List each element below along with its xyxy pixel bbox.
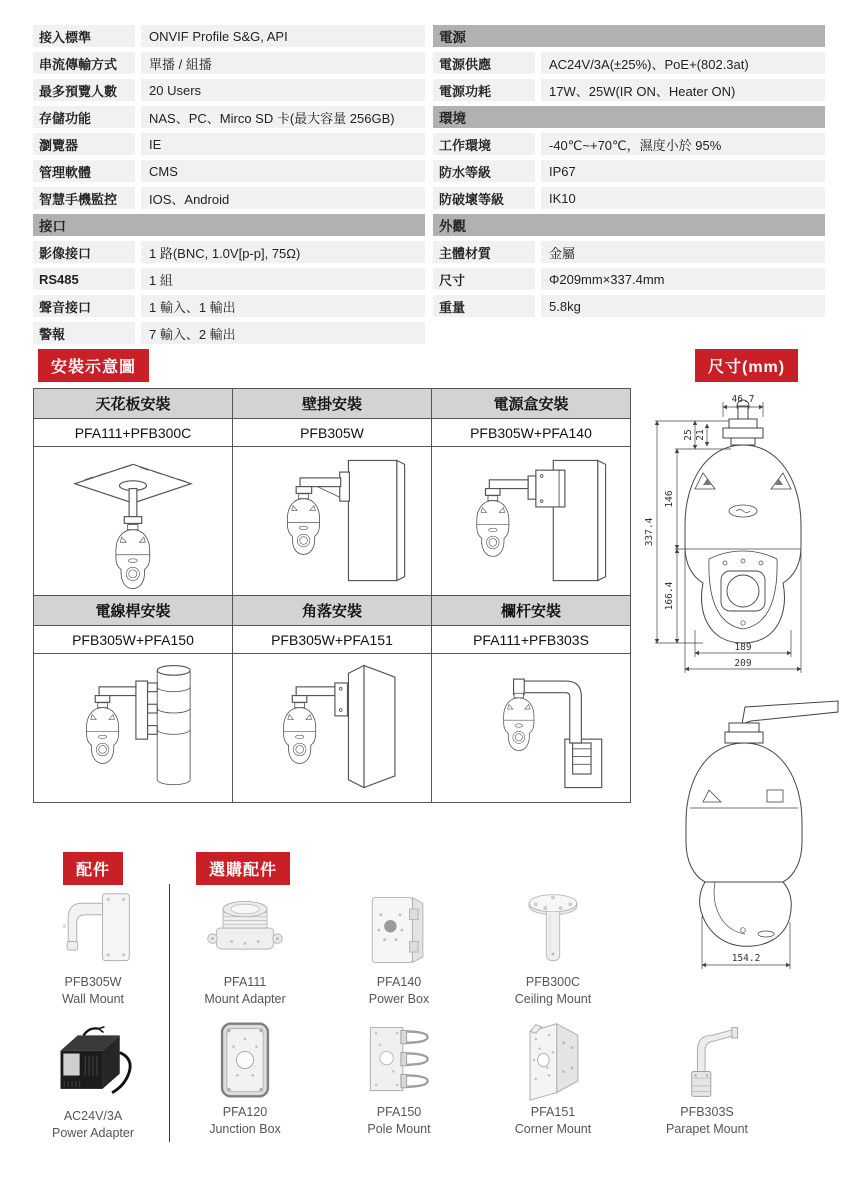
accessory-item	[180, 888, 310, 1008]
accessory-model: PFA151	[530, 1105, 576, 1119]
spec-row	[33, 295, 425, 317]
spec-row	[433, 79, 825, 101]
spec-label: 防破壞等級	[433, 187, 535, 209]
spec-label: 電源	[433, 25, 825, 47]
dim-upper-height: 146	[664, 490, 675, 508]
spec-row	[433, 187, 825, 209]
spec-label: 尺寸	[433, 268, 535, 290]
accessory-name: Wall Mount	[61, 991, 125, 1006]
install-sketch	[240, 657, 424, 799]
spec-row	[33, 160, 425, 182]
accessory-name: Pole Mount	[367, 1121, 431, 1136]
spec-label: 智慧手機監控	[33, 187, 135, 209]
accessory-model: PFB305W	[64, 975, 122, 989]
dim-neck-small: 21	[695, 429, 706, 441]
install-cell-title: 天花板安裝	[34, 389, 232, 419]
spec-value: NAS、PC、Mirco SD 卡(最大容量 256GB)	[141, 106, 425, 128]
spec-row	[433, 160, 825, 182]
spec-row	[33, 241, 425, 263]
spec-value: 金屬	[541, 241, 825, 263]
install-cell	[431, 595, 630, 802]
accessory-model: PFB303S	[680, 1105, 734, 1119]
spec-row	[433, 133, 825, 155]
spec-row	[433, 106, 825, 128]
accessory-name: Ceiling Mount	[514, 991, 592, 1006]
spec-row	[433, 268, 825, 290]
accessory-icon	[351, 1018, 447, 1104]
dim-side-bottom-width: 154.2	[731, 953, 761, 964]
install-cell	[232, 388, 431, 595]
spec-label: 電源供應	[433, 52, 535, 74]
spec-label: 接口	[33, 214, 425, 236]
accessory-model: PFB300C	[525, 975, 581, 989]
spec-value: -40℃~+70℃，濕度小於 95%	[541, 133, 825, 155]
accessory-icon	[197, 1018, 293, 1104]
accessory-name: Power Box	[368, 991, 430, 1006]
install-cell-model: PFB305W+PFA151	[233, 626, 431, 654]
dimensions-badge: 尺寸(mm)	[695, 349, 798, 382]
spec-row	[33, 52, 425, 74]
accessory-name: Power Adapter	[52, 1125, 134, 1140]
accessory-item	[642, 1018, 772, 1138]
spec-value: 1 組	[141, 268, 425, 290]
accessory-icon	[659, 1018, 755, 1104]
spec-value: IE	[141, 133, 425, 155]
install-cell-title: 電源盒安裝	[432, 389, 630, 419]
install-cell-model: PFB305W+PFA150	[34, 626, 232, 654]
spec-value: 7 輸入、2 輸出	[141, 322, 425, 344]
spec-label: 串流傳輸方式	[33, 52, 135, 74]
accessory-item	[488, 1018, 618, 1138]
optional-accessories-row-2	[180, 1018, 772, 1138]
accessory-icon	[45, 888, 141, 974]
accessory-icon	[505, 888, 601, 974]
spec-row	[33, 268, 425, 290]
spec-row	[433, 52, 825, 74]
accessory-icon	[351, 888, 447, 974]
dim-outer-width: 209	[734, 658, 752, 669]
spec-value: IOS、Android	[141, 187, 425, 209]
install-diagram-badge: 安裝示意圖	[38, 349, 149, 382]
dim-inner-width: 189	[734, 642, 752, 653]
accessory-item	[28, 888, 158, 1008]
optional-accessories-badge: 選購配件	[196, 852, 290, 885]
install-cell-model: PFA111+PFB300C	[34, 419, 232, 447]
spec-value: Φ209mm×337.4mm	[541, 268, 825, 290]
install-cell-title: 角落安裝	[233, 596, 431, 626]
install-cell	[431, 388, 630, 595]
dimension-side-view	[645, 692, 845, 982]
install-cell	[33, 595, 232, 802]
spec-label: 管理軟體	[33, 160, 135, 182]
spec-value: ONVIF Profile S&G, API	[141, 25, 425, 47]
spec-value: 17W、25W(IR ON、Heater ON)	[541, 79, 825, 101]
install-cell-figure	[233, 654, 431, 802]
accessory-model: PFA140	[376, 975, 422, 989]
install-cell-figure	[233, 447, 431, 595]
install-cell-figure	[34, 447, 232, 595]
accessory-item	[488, 888, 618, 1008]
dim-overall-height: 337.4	[644, 517, 655, 547]
install-cell-title: 電線桿安裝	[34, 596, 232, 626]
spec-value: 1 輸入、1 輸出	[141, 295, 425, 317]
spec-row	[33, 187, 425, 209]
accessory-item	[334, 1018, 464, 1138]
spec-row	[433, 241, 825, 263]
accessory-name: Parapet Mount	[666, 1121, 748, 1136]
install-sketch	[439, 450, 623, 592]
accessory-model: PFA150	[376, 1105, 422, 1119]
spec-row	[33, 25, 425, 47]
install-sketch	[439, 657, 623, 799]
accessory-icon	[505, 1018, 601, 1104]
spec-row	[433, 25, 825, 47]
spec-row	[433, 295, 825, 317]
install-sketch	[41, 450, 225, 592]
accessory-item	[334, 888, 464, 1008]
accessory-name: Corner Mount	[514, 1121, 592, 1136]
accessories-divider	[169, 884, 170, 1142]
install-cell-figure	[34, 654, 232, 802]
spec-value: IP67	[541, 160, 825, 182]
optional-accessories-row-1	[180, 888, 618, 1008]
spec-label: 存儲功能	[33, 106, 135, 128]
accessory-name: Junction Box	[209, 1121, 281, 1136]
spec-label: 主體材質	[433, 241, 535, 263]
accessory-icon	[197, 888, 293, 974]
install-cell-figure	[432, 654, 630, 802]
accessory-model: PFA111	[223, 975, 267, 989]
accessory-model: AC24V/3A	[63, 1108, 123, 1123]
dim-lower-height: 166.4	[664, 581, 675, 611]
install-cell-model: PFB305W+PFA140	[432, 419, 630, 447]
spec-table-right	[433, 25, 825, 322]
install-cell-title: 壁掛安裝	[233, 389, 431, 419]
spec-value: 20 Users	[141, 79, 425, 101]
spec-label: 影像接口	[33, 241, 135, 263]
install-cell-model: PFA111+PFB303S	[432, 626, 630, 654]
install-cell	[232, 595, 431, 802]
spec-label: 最多預覽人數	[33, 79, 135, 101]
spec-label: 工作環境	[433, 133, 535, 155]
spec-label: 電源功耗	[433, 79, 535, 101]
spec-value: CMS	[141, 160, 425, 182]
spec-value: IK10	[541, 187, 825, 209]
spec-label: 聲音接口	[33, 295, 135, 317]
spec-label: 接入標準	[33, 25, 135, 47]
accessory-icon	[45, 1022, 141, 1108]
accessories-badge: 配件	[63, 852, 123, 885]
spec-value: AC24V/3A(±25%)、PoE+(802.3at)	[541, 52, 825, 74]
spec-row	[433, 214, 825, 236]
spec-label: 防水等級	[433, 160, 535, 182]
accessory-item	[28, 1022, 158, 1142]
spec-table-left	[33, 25, 425, 349]
accessory-item	[180, 1018, 310, 1138]
install-cell-figure	[432, 447, 630, 595]
install-cell-title: 欄杆安裝	[432, 596, 630, 626]
dim-neck-large: 25	[683, 429, 694, 441]
spec-label: 瀏覽器	[33, 133, 135, 155]
spec-row	[33, 106, 425, 128]
install-cell-model: PFB305W	[233, 419, 431, 447]
install-sketch	[41, 657, 225, 799]
spec-row	[33, 322, 425, 344]
install-grid	[33, 388, 631, 803]
spec-row	[33, 214, 425, 236]
spec-label: 警報	[33, 322, 135, 344]
spec-value: 1 路(BNC, 1.0V[p-p], 75Ω)	[141, 241, 425, 263]
install-sketch	[240, 450, 424, 592]
spec-value: 單播 / 組播	[141, 52, 425, 74]
install-cell	[33, 388, 232, 595]
dim-top-width: 46.7	[731, 394, 755, 405]
spec-value: 5.8kg	[541, 295, 825, 317]
accessories-list	[28, 888, 158, 1142]
spec-label: 重量	[433, 295, 535, 317]
spec-row	[33, 79, 425, 101]
spec-label: 環境	[433, 106, 825, 128]
accessory-name: Mount Adapter	[204, 991, 286, 1006]
spec-label: 外觀	[433, 214, 825, 236]
accessory-model: PFA120	[222, 1105, 268, 1119]
dimension-front-view	[640, 390, 847, 682]
spec-label: RS485	[33, 268, 135, 290]
spec-row	[33, 133, 425, 155]
